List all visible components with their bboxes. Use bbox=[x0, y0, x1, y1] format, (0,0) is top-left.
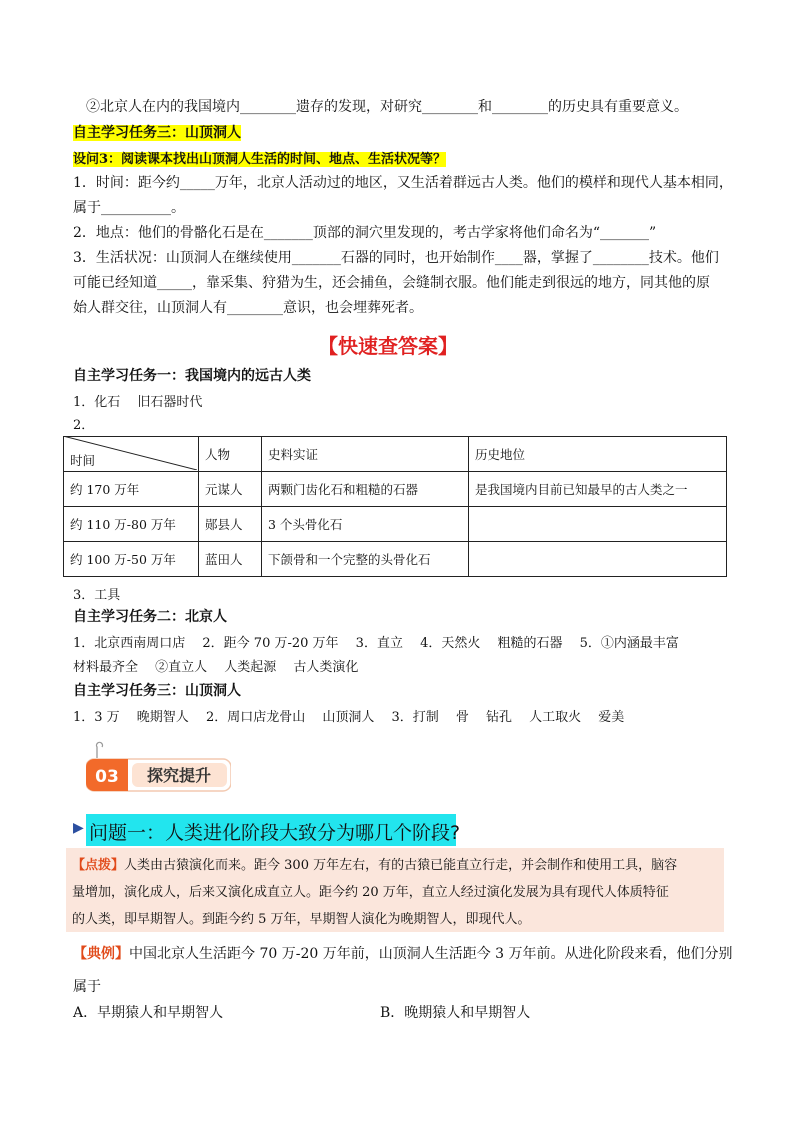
badge-clip-icon bbox=[90, 741, 104, 759]
p1-line-b: 属于__________。 bbox=[73, 200, 185, 216]
row-status bbox=[469, 542, 727, 577]
example-text-1: 中国北京人生活距今 70 万-20 万年前，山顶洞人生活距今 3 万年前。从进化阶段来看，他们分别 bbox=[129, 946, 733, 962]
tip-line-2: 量增加，演化成人，后来又演化成直立人。距今约 20 万年，直立人经过演化发展为具有现代人体质特征 bbox=[72, 885, 669, 900]
badge-text: 探究提升 bbox=[146, 766, 212, 785]
t3-line: 1．3 万 晚期智人 2．周口店龙骨山 山顶洞人 3．打制 骨 钻孔 人工取火 爱美 bbox=[73, 710, 625, 725]
row-evidence: 下颌骨和一个完整的头骨化石 bbox=[262, 542, 469, 577]
example-line-2: 属于 bbox=[73, 979, 101, 995]
p3-line-b: 可能已经知道_____，靠采集、狩猎为生，还会捕鱼，会缝制衣服。他们能走到很远的地方，同其他的原 bbox=[73, 275, 710, 291]
task1-title: 自主学习任务一：我国境内的远古人类 bbox=[73, 368, 311, 384]
task3-title-text: 自主学习任务三：山顶洞人 bbox=[73, 125, 241, 141]
row-status bbox=[469, 507, 727, 542]
badge-number: 03 bbox=[95, 767, 119, 787]
option-b[interactable]: B．晚期猿人和早期智人 bbox=[380, 1005, 531, 1021]
p3-line-c: 始人群交往，山顶洞人有________意识，也会埋葬死者。 bbox=[73, 300, 423, 316]
tip-text-1: 人类由古猿演化而来。距今 300 万年左右，有的古猿已能直立行走，并会制作和使用工具，脑容 bbox=[124, 858, 678, 873]
answers-heading: 【快速查答案】 bbox=[318, 334, 458, 358]
header-time: 时间 bbox=[70, 453, 96, 468]
row-person: 元谋人 bbox=[199, 472, 262, 507]
header-status: 历史地位 bbox=[469, 437, 727, 472]
question-3 bbox=[73, 148, 446, 167]
header-diagonal-line bbox=[63, 436, 197, 470]
question-title-box bbox=[86, 814, 461, 846]
row-evidence: 3 个头骨化石 bbox=[262, 507, 469, 542]
t2-line-b: 材料最齐全 ②直立人 人类起源 古人类演化 bbox=[73, 660, 359, 675]
option-a[interactable]: A．早期猿人和早期智人 bbox=[73, 1005, 224, 1021]
section-badge bbox=[86, 757, 231, 793]
example-tag: 【典例】 bbox=[73, 946, 129, 962]
tip-line-3: 的人类，即早期智人。到距今约 5 万年，早期智人演化为晚期智人，即现代人。 bbox=[72, 912, 531, 927]
p1-line-a: 1．时间：距今约_____万年，北京人活动过的地区，又生活着群远古人类。他们的模样和现代人基本相同， bbox=[73, 175, 733, 191]
p2-line: 2．地点：他们的骨骼化石是在_______顶部的洞穴里发现的，考古学家将他们命名为“_______” bbox=[73, 225, 657, 241]
question-arrow-icon: ▶ bbox=[73, 820, 84, 836]
tip-tag: 【点拨】 bbox=[72, 858, 125, 873]
tip-box bbox=[66, 848, 724, 932]
p3-line-a: 3．生活状况：山顶洞人在继续使用_______石器的同时，也开始制作____器，掌握了________技术。他们 bbox=[73, 250, 719, 266]
table-row bbox=[64, 542, 727, 577]
row-time: 约 100 万-50 万年 bbox=[64, 542, 199, 577]
row-person: 蓝田人 bbox=[199, 542, 262, 577]
task2-title: 自主学习任务二：北京人 bbox=[73, 609, 227, 625]
row-time: 约 170 万年 bbox=[64, 472, 199, 507]
row-person: 郧县人 bbox=[199, 507, 262, 542]
table-row bbox=[64, 507, 727, 542]
tip-line-1 bbox=[72, 854, 677, 873]
q2-line: ②北京人在内的我国境内________遗存的发现，对研究________和________的历史具有重要意义。 bbox=[86, 99, 688, 115]
question-3-text: 设问3：阅读课本找出山顶洞人生活的时间、地点、生活状况等？ bbox=[73, 152, 447, 167]
header-evidence: 史料实证 bbox=[262, 437, 469, 472]
example-line-1 bbox=[73, 944, 733, 964]
row-status: 是我国境内目前已知最早的古人类之一 bbox=[469, 472, 727, 507]
t1-item-3: 3．工具 bbox=[73, 588, 121, 603]
t1-item-1: 1．化石 旧石器时代 bbox=[73, 395, 203, 410]
t2-line-a: 1．北京西南周口店 2．距今 70 万-20 万年 3．直立 4．天然火 粗糙的石器 5．①内涵最丰富 bbox=[73, 636, 679, 651]
task3-answer-title: 自主学习任务三：山顶洞人 bbox=[73, 683, 241, 699]
header-person: 人物 bbox=[199, 437, 262, 472]
t1-item-2: 2． bbox=[73, 418, 95, 433]
row-evidence: 两颗门齿化石和粗糙的石器 bbox=[262, 472, 469, 507]
task3-title bbox=[73, 123, 241, 143]
question-title: 问题一：人类进化阶段大致分为哪几个阶段? bbox=[89, 822, 461, 844]
table-row bbox=[64, 472, 727, 507]
row-time: 约 110 万-80 万年 bbox=[64, 507, 199, 542]
